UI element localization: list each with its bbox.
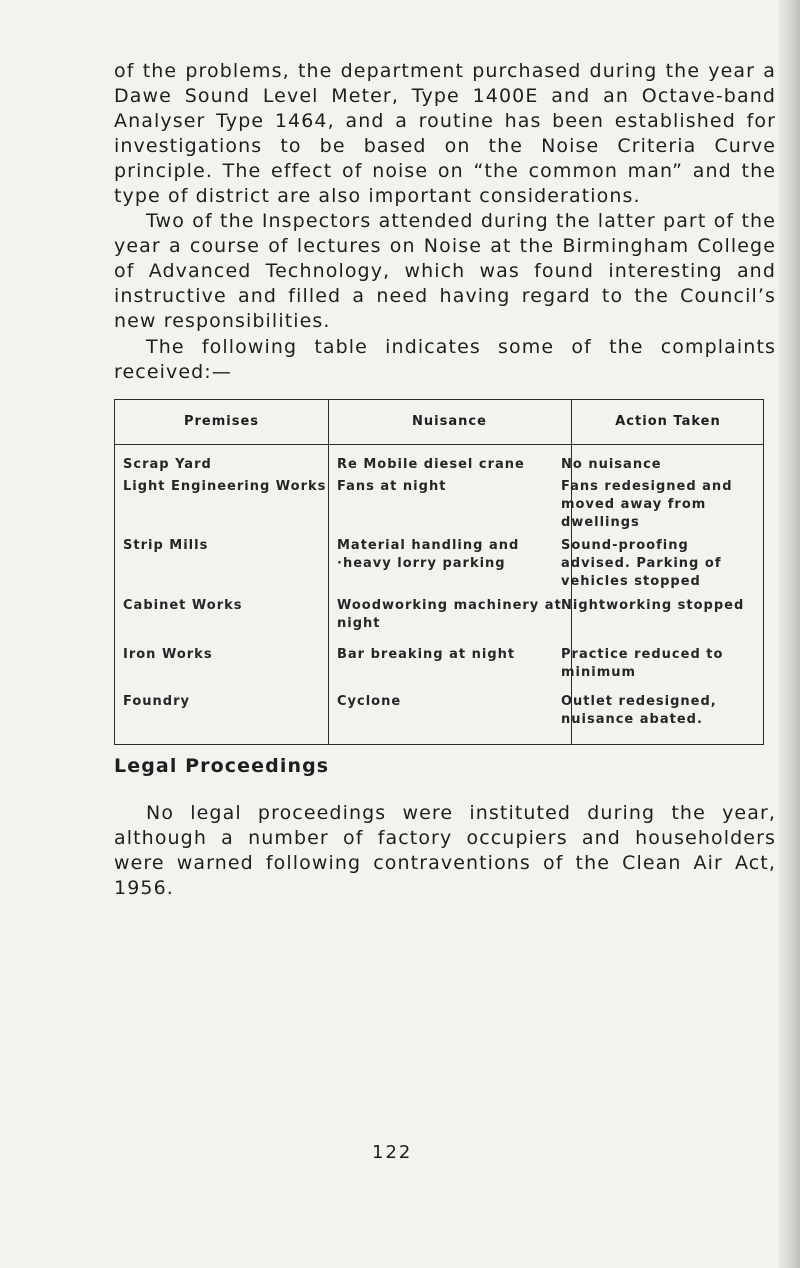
cell-premises: Light Engineering Works	[123, 479, 327, 494]
cell-premises: Scrap Yard	[123, 457, 212, 472]
lectures-paragraph: Two of the Inspectors attended during the latter part of the year a course of lectures on Noise at the Birmingham College of Advanced Technology, which was found interesting and instructive and filled a need having regard to the Council’s new responsibilities.	[114, 210, 776, 332]
header-action-taken: Action Taken	[615, 414, 721, 429]
cell-premises: Foundry	[123, 694, 190, 709]
cell-action: Fans redesigned and moved away from dwellings	[561, 479, 733, 530]
cell-action: Practice reduced to minimum	[561, 647, 724, 680]
cell-action: Outlet redesigned, nuisance abated.	[561, 694, 717, 727]
cell-premises: Iron Works	[123, 647, 213, 662]
intro-paragraph: of the problems, the department purchased during the year a Dawe Sound Level Meter, Type 1400E and an Octave-band Analyser Type 1464, and a routine has been established for investigations to be based on the Noise Criteria Curve principle. The effect of noise on “the common man” and the type of district are also important considerations.	[114, 60, 776, 207]
cell-action: Nightworking stopped	[561, 598, 745, 613]
cell-nuisance: Bar breaking at night	[337, 647, 516, 662]
cell-nuisance: Cyclone	[337, 694, 402, 709]
cell-premises: Strip Mills	[123, 538, 209, 553]
header-premises: Premises	[183, 414, 260, 429]
cell-action: Sound-proofing advised. Parking of vehicles stopped	[561, 538, 722, 589]
cell-premises: Cabinet Works	[123, 598, 243, 613]
table-intro-paragraph: The following table indicates some of the complaints received:—	[114, 336, 776, 383]
legal-paragraph: No legal proceedings were instituted during the year, although a number of factory occupiers and householders were warned following contraventions of the Clean Air Act, 1956.	[114, 802, 776, 899]
cell-nuisance: Re Mobile diesel crane	[337, 457, 525, 472]
header-nuisance: Nuisance	[412, 414, 487, 429]
header-divider	[115, 444, 763, 445]
cell-action: No nuisance	[561, 457, 662, 472]
cell-nuisance: Woodworking machinery at night	[337, 598, 562, 631]
complaints-table	[114, 399, 764, 745]
page-number: 122	[372, 1142, 413, 1163]
cell-nuisance: Material handling and ·heavy lorry parking	[337, 538, 520, 571]
cell-nuisance: Fans at night	[337, 479, 447, 494]
section-heading: Legal Proceedings	[114, 755, 330, 777]
page-edge-shadow	[778, 0, 800, 1268]
